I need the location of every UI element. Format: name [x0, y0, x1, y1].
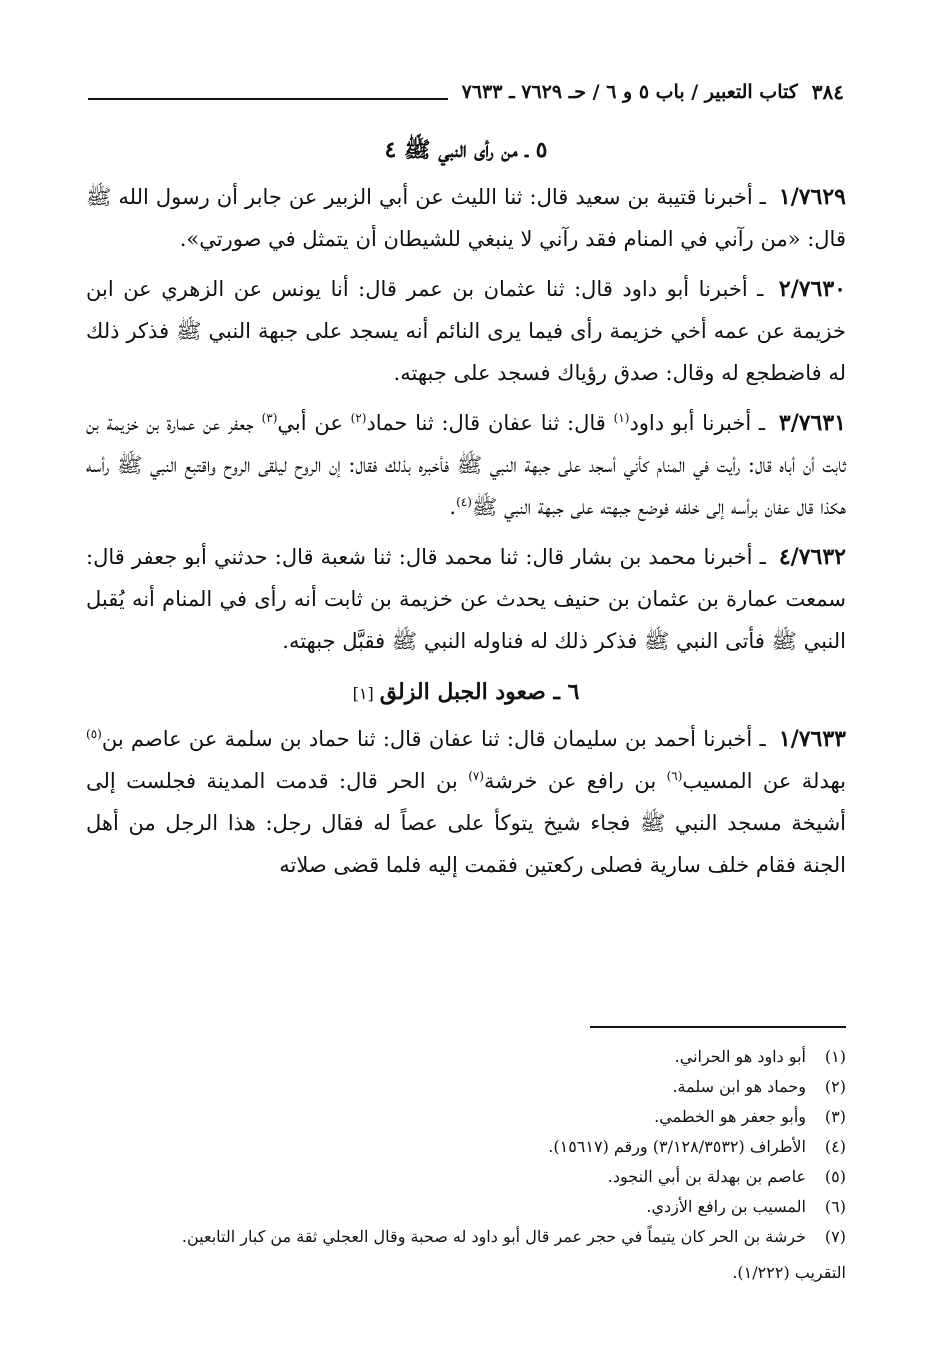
hadith-text: بن الحر قال: قدمت المدينة فجلست إلى أشيخة مسجد النبي ﷺ فجاء شيخ يتوكأ على عصاً له فقال رجل: هذا الرجل من أهل الجنة فقام خلف سارية فصلى ركعتين فقمت إليه فلما قضى صلاته: [86, 769, 846, 877]
footnote-text: الأطراف (٣/١٢٨/٣٥٣٢) ورقم (١٥٦١٧).: [548, 1137, 806, 1156]
footnote-ref[interactable]: (٤): [456, 495, 472, 509]
footnote-ref[interactable]: (١): [613, 411, 630, 425]
footnote-continuation: التقريب (١/٢٢٢).: [732, 1263, 846, 1282]
footnote: [86, 1162, 846, 1192]
section-title-text: ٥ ـ من رأى النبي ﷺ ٤: [384, 137, 548, 163]
footnote-separator: [590, 1026, 846, 1028]
hadith-text: بن رافع عن خرشة: [484, 769, 667, 793]
section-title: [86, 128, 846, 172]
hadith-text: ـ أخبرنا أحمد بن سليمان قال: ثنا عفان قال: ثنا حماد بن سلمة عن عاصم بن: [101, 727, 766, 751]
hadith-text: .: [449, 495, 457, 519]
footnote: [86, 1072, 846, 1102]
footnote: [86, 1132, 846, 1162]
footnote-text: وأبو جعفر هو الخطمي.: [654, 1107, 806, 1126]
section-title-text: ٦ ـ صعود الجبل الزلق: [379, 679, 580, 705]
hadith-text: ـ أخبرنا أبو داود قال: ثنا عثمان بن عمر قال: أنا يونس عن الزهري عن ابن خزيمة عن عمه أخي خزيمة رأى فيما يرى النائم أنه يسجد على جبهة النبي ﷺ فذكر ذلك له فاضطجع له وقال: صدق رؤياك فسجد على جبهته.: [86, 277, 846, 385]
hadith-text: ـ أخبرنا أبو داود: [629, 411, 766, 435]
footnote-number: (٤): [824, 1137, 846, 1156]
footnote-number: (٦): [824, 1197, 846, 1216]
footnote-number: (٣): [824, 1107, 846, 1126]
footnote-number: (٧): [824, 1227, 846, 1246]
main-text: [86, 126, 846, 894]
hadith-text: قال: ثنا عفان قال: ثنا حماد: [366, 411, 614, 435]
section-title: [86, 670, 846, 714]
footnote-number: (٥): [824, 1167, 846, 1186]
header-rule: [88, 98, 448, 100]
footnote-ref[interactable]: (٧): [468, 769, 485, 783]
hadith-number: ٣/٧٦٣١: [778, 410, 846, 436]
hadith-number: ١/٧٦٣٣: [778, 726, 846, 752]
footnote: [86, 1102, 846, 1132]
footnote-number: (٢): [824, 1077, 846, 1096]
hadith-text: ـ أخبرنا قتيبة بن سعيد قال: ثنا الليث عن أبي الزبير عن جابر أن رسول الله ﷺ قال: «من رآني في المنام فقد رآني لا ينبغي للشيطان أن يتمثل في صورتي».: [86, 185, 846, 251]
hadith-text: جعفر عن عمارة بن خزيمة بن ثابت أن أباه قال: رأيت في المنام كأني أسجد على جبهة النبي ﷺ فأخبره بذلك فقال: إن الروح ليلقى الروح واقتبع النبي ﷺ رأسه هكذا قال عفان برأسه إلى خلفه فوضع جبهته على جبهة النبي ﷺ: [86, 411, 846, 519]
section-footnote-ref: [١]: [352, 684, 374, 703]
hadith-paragraph: [86, 402, 846, 528]
footnote-ref[interactable]: (٢): [350, 411, 367, 425]
hadith-paragraph: [86, 268, 846, 394]
hadith-paragraph: [86, 176, 846, 260]
footnote-text: المسيب بن رافع الأزدي.: [646, 1197, 806, 1216]
hadith-text: بهدلة عن المسيب: [682, 769, 846, 793]
hadith-paragraph: [86, 718, 846, 886]
hadith-number: ١/٧٦٢٩: [778, 184, 846, 210]
hadith-paragraph: [86, 536, 846, 662]
footnote-text: وحماد هو ابن سلمة.: [672, 1077, 806, 1096]
running-title: كتاب التعبير / باب ٥ و ٦ / حـ ٧٦٢٩ ـ ٧٦٣٣: [461, 81, 798, 103]
footnote-number: (١): [824, 1047, 846, 1066]
footnote-ref[interactable]: (٣): [261, 411, 278, 425]
footnote-ref[interactable]: (٦): [666, 769, 683, 783]
footnote: [86, 1042, 846, 1072]
hadith-text: عن أبي: [277, 411, 351, 435]
footnote-text: عاصم بن بهدلة بن أبي النجود.: [607, 1167, 806, 1186]
footnote-text: أبو داود هو الحراني.: [674, 1047, 806, 1066]
footnote: [86, 1192, 846, 1222]
hadith-number: ٢/٧٦٣٠: [778, 276, 846, 302]
footnote: [86, 1222, 846, 1252]
page-number: ٣٨٤: [811, 80, 844, 104]
footnotes: [86, 1042, 846, 1288]
hadith-number: ٤/٧٦٣٢: [778, 544, 846, 570]
footnote-text: خرشة بن الحر كان يتيماً في حجر عمر قال أبو داود له صحبة وقال العجلي ثقة من كبار التابعين.: [181, 1227, 806, 1246]
running-header: [88, 74, 844, 110]
footnote-ref[interactable]: (٥): [86, 727, 102, 741]
hadith-text: ـ أخبرنا محمد بن بشار قال: ثنا محمد قال: ثنا شعبة قال: حدثني أبو جعفر قال: سمعت عمارة بن عثمان بن حنيف يحدث عن خزيمة بن ثابت أنه رأى في المنام أنه يُقبل النبي ﷺ فأتى النبي ﷺ فذكر ذلك له فناوله النبي ﷺ فقبَّل جبهته.: [86, 545, 846, 653]
